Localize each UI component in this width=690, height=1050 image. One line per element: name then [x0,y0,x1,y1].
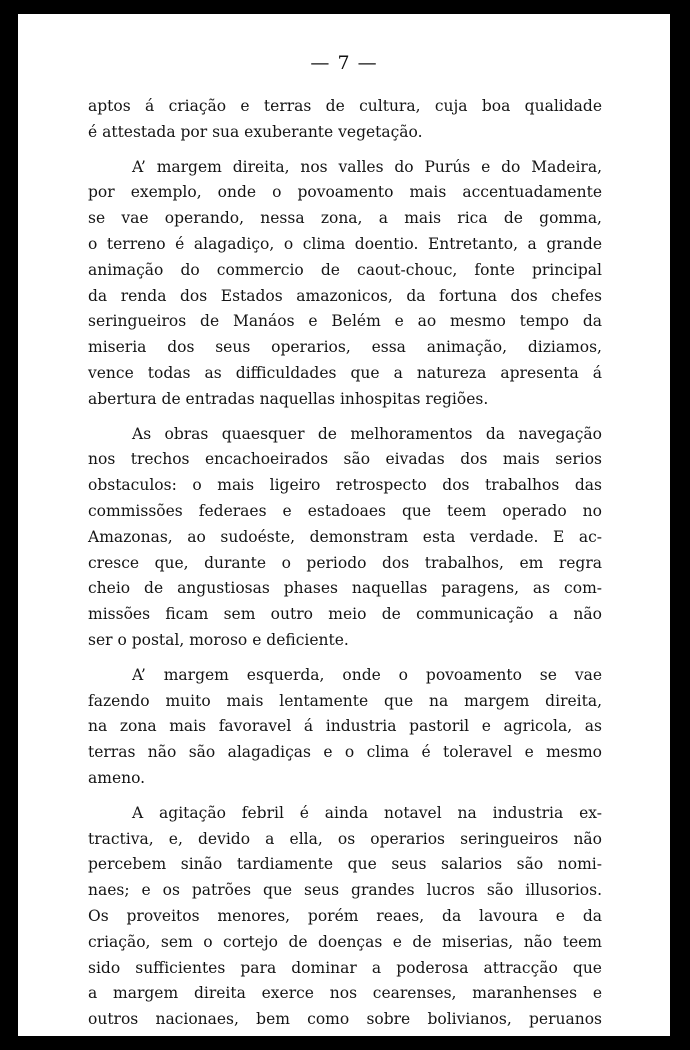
text-line: da renda dos Estados amazonicos, da fortuna dos chefes [88,286,602,305]
text-line: Os proveitos menores, porém reaes, da lavoura e da [88,906,602,925]
text-line: tractiva, e, devido a ella, os operarios seringueiros não [88,829,602,848]
paragraph [88,155,602,413]
text-line: percebem sinão tardiamente que seus salarios são nomi- [88,855,602,874]
text-line: o terreno é alagadiço, o clima doentio. Entretanto, a grande [88,234,602,253]
body-text [88,94,602,1033]
text-line: cresce que, durante o periodo dos trabalhos, em regra [88,553,602,572]
text-line: vence todas as difficuldades que a natureza apresenta á [88,363,602,382]
text-line: nos trechos encachoeirados são eivadas dos mais serios [88,450,602,469]
text-line: por exemplo, onde o povoamento mais accentuadamente [88,183,602,202]
text-line: obstaculos: o mais ligeiro retrospecto dos trabalhos das [88,476,602,495]
text-line: ameno. [88,768,146,787]
text-line: A agitação febril é ainda notavel na industria ex- [132,803,602,822]
text-line: outros nacionaes, bem como sobre bolivianos, peruanos [88,1010,602,1029]
document-page [18,14,670,1036]
text-line: missões ficam sem outro meio de communicação a não [88,605,602,624]
text-line: cheio de angustiosas phases naquellas paragens, as com- [88,579,602,598]
paragraph [88,801,602,1033]
text-line: As obras quaesquer de melhoramentos da navegação [132,424,602,443]
text-line: se vae operando, nessa zona, a mais rica de gomma, [88,209,602,228]
paragraph [88,663,602,792]
text-line: Amazonas, ao sudoéste, demonstram esta verdade. E ac- [88,527,602,546]
text-line: A’ margem esquerda, onde o povoamento se vae [132,665,602,684]
text-line: na zona mais favoravel á industria pastoril e agricola, as [88,717,602,736]
page-number: — 7 — [310,52,378,74]
text-line: fazendo muito mais lentamente que na margem direita, [88,691,602,710]
text-line: ser o postal, moroso e deficiente. [88,630,349,649]
text-line: sido sufficientes para dominar a poderosa attracção que [88,958,602,977]
text-line: animação do commercio de caout-chouc, fonte principal [88,260,602,279]
text-line: criação, sem o cortejo de doenças e de miserias, não teem [88,932,602,951]
text-line: terras não são alagadiças e o clima é toleravel e mesmo [88,743,602,762]
text-line: miseria dos seus operarios, essa animação, diziamos, [88,338,602,357]
text-line: A’ margem direita, nos valles do Purús e do Madeira, [132,157,602,176]
text-line: commissões federaes e estadoaes que teem operado no [88,501,602,520]
text-line: naes; e os patrões que seus grandes lucros são illusorios. [88,881,602,900]
text-line: a margem direita exerce nos cearenses, maranhenses e [88,984,602,1003]
text-line: é attestada por sua exuberante vegetação. [88,122,423,141]
paragraph [88,94,602,146]
text-line: seringueiros de Manáos e Belém e ao mesmo tempo da [88,312,602,331]
paragraph [88,422,602,654]
text-line: abertura de entradas naquellas inhospitas regiões. [88,389,489,408]
text-line: aptos á criação e terras de cultura, cuja boa qualidade [88,97,602,115]
